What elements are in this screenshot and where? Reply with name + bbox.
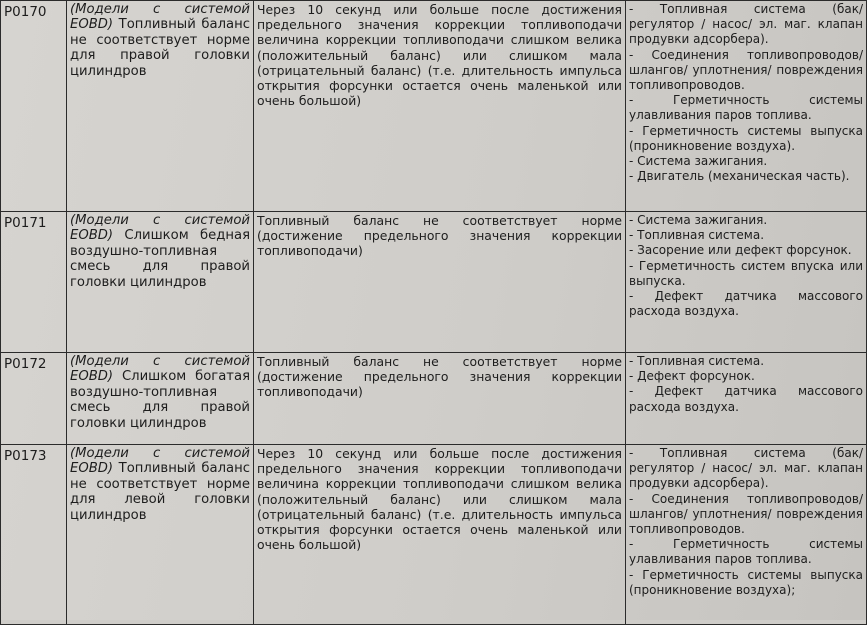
fault-description — [67, 1, 254, 212]
model-note: (Модели с системой EOBD) — [70, 446, 250, 477]
model-note: (Модели с системой EOBD) — [70, 354, 250, 385]
cause-item: - Соединения топливопроводов/ шлангов/ уплотнения/ повреждения топливопроводов. — [629, 491, 863, 537]
detection-condition: Топливный баланс не соответствует норме (достижение предельного значения коррекции топливоподачи) — [254, 212, 626, 353]
cause-item: - Топливная система (бак/ регулятор / насос/ эл. маг. клапан продувки адсорбера). — [629, 2, 863, 47]
cause-item: - Дефект датчика массового расхода воздуха. — [629, 289, 863, 319]
cause-item: - Соединения топливопроводов/ шлангов/ уплотнения/ повреждения топливопроводов. — [629, 47, 863, 93]
detection-condition: Через 10 секунд или больше после достижения предельного значения коррекции топливоподачи величина коррекции топливоподачи слишком велика (положительный баланс) или слишком мала (отрицательный баланс) (т.е. длительность импульса открытия форсунки остается очень маленькой или очень большой) — [254, 445, 626, 625]
possible-causes — [626, 1, 867, 212]
cause-item: - Топливная система. — [629, 228, 765, 243]
cause-item: - Герметичность систем впуска или выпуска. — [629, 258, 863, 288]
dtc-code: P0173 — [1, 445, 67, 625]
cause-item: - Герметичность системы улавливания паров топлива. — [629, 537, 863, 567]
cause-item: - Герметичность системы улавливания паров топлива. — [629, 93, 863, 123]
detection-condition: Через 10 секунд или больше после достижения предельного значения коррекции топливоподачи величина коррекции топливоподачи слишком велика (положительный баланс) или слишком мала (отрицательный баланс) (т.е. длительность импульса открытия форсунки остается очень маленькой или очень большой) — [254, 1, 626, 212]
dtc-code: P0172 — [1, 353, 67, 445]
table-row — [1, 445, 867, 625]
fault-name: Слишком бедная воздушно-топливная смесь для правой головки цилиндров — [70, 228, 250, 290]
cause-item: - Топливная система (бак/ регулятор / насос/ эл. маг. клапан продувки адсорбера). — [629, 446, 863, 491]
cause-item: - Засорение или дефект форсунок. — [629, 243, 852, 258]
cause-item: - Система зажигания. — [629, 213, 768, 227]
model-note: (Модели с системой EOBD) — [70, 2, 250, 33]
dtc-code: P0171 — [1, 212, 67, 353]
cause-item: - Двигатель (механическая часть). — [629, 169, 850, 184]
possible-causes — [626, 353, 867, 445]
fault-description — [67, 212, 254, 353]
model-note: (Модели с системой EOBD) — [70, 213, 250, 244]
fault-description — [67, 353, 254, 445]
possible-causes — [626, 445, 867, 625]
fault-name: Слишком богатая воздушно-топливная смесь для правой головки цилиндров — [70, 369, 250, 431]
cause-item: - Топливная система. — [629, 354, 765, 368]
detection-condition: Топливный баланс не соответствует норме (достижение предельного значения коррекции топливоподачи) — [254, 353, 626, 445]
fault-name: Топливный баланс не соответствует норме для левой головки цилиндров — [70, 461, 250, 523]
fault-description — [67, 445, 254, 625]
cause-item: - Дефект датчика массового расхода воздуха. — [629, 384, 863, 414]
dtc-code: P0170 — [1, 1, 67, 212]
cause-item: - Герметичность системы выпуска (проникновение воздуха). — [629, 123, 863, 153]
fault-name: Топливный баланс не соответствует норме для правой головки цилиндров — [70, 17, 250, 79]
cause-item: - Дефект форсунок. — [629, 369, 755, 384]
table-row — [1, 353, 867, 445]
table-row — [1, 1, 867, 212]
table-row — [1, 212, 867, 353]
possible-causes — [626, 212, 867, 353]
cause-item: - Система зажигания. — [629, 154, 768, 169]
cause-item: - Герметичность системы выпуска (проникновение воздуха); — [629, 567, 863, 597]
